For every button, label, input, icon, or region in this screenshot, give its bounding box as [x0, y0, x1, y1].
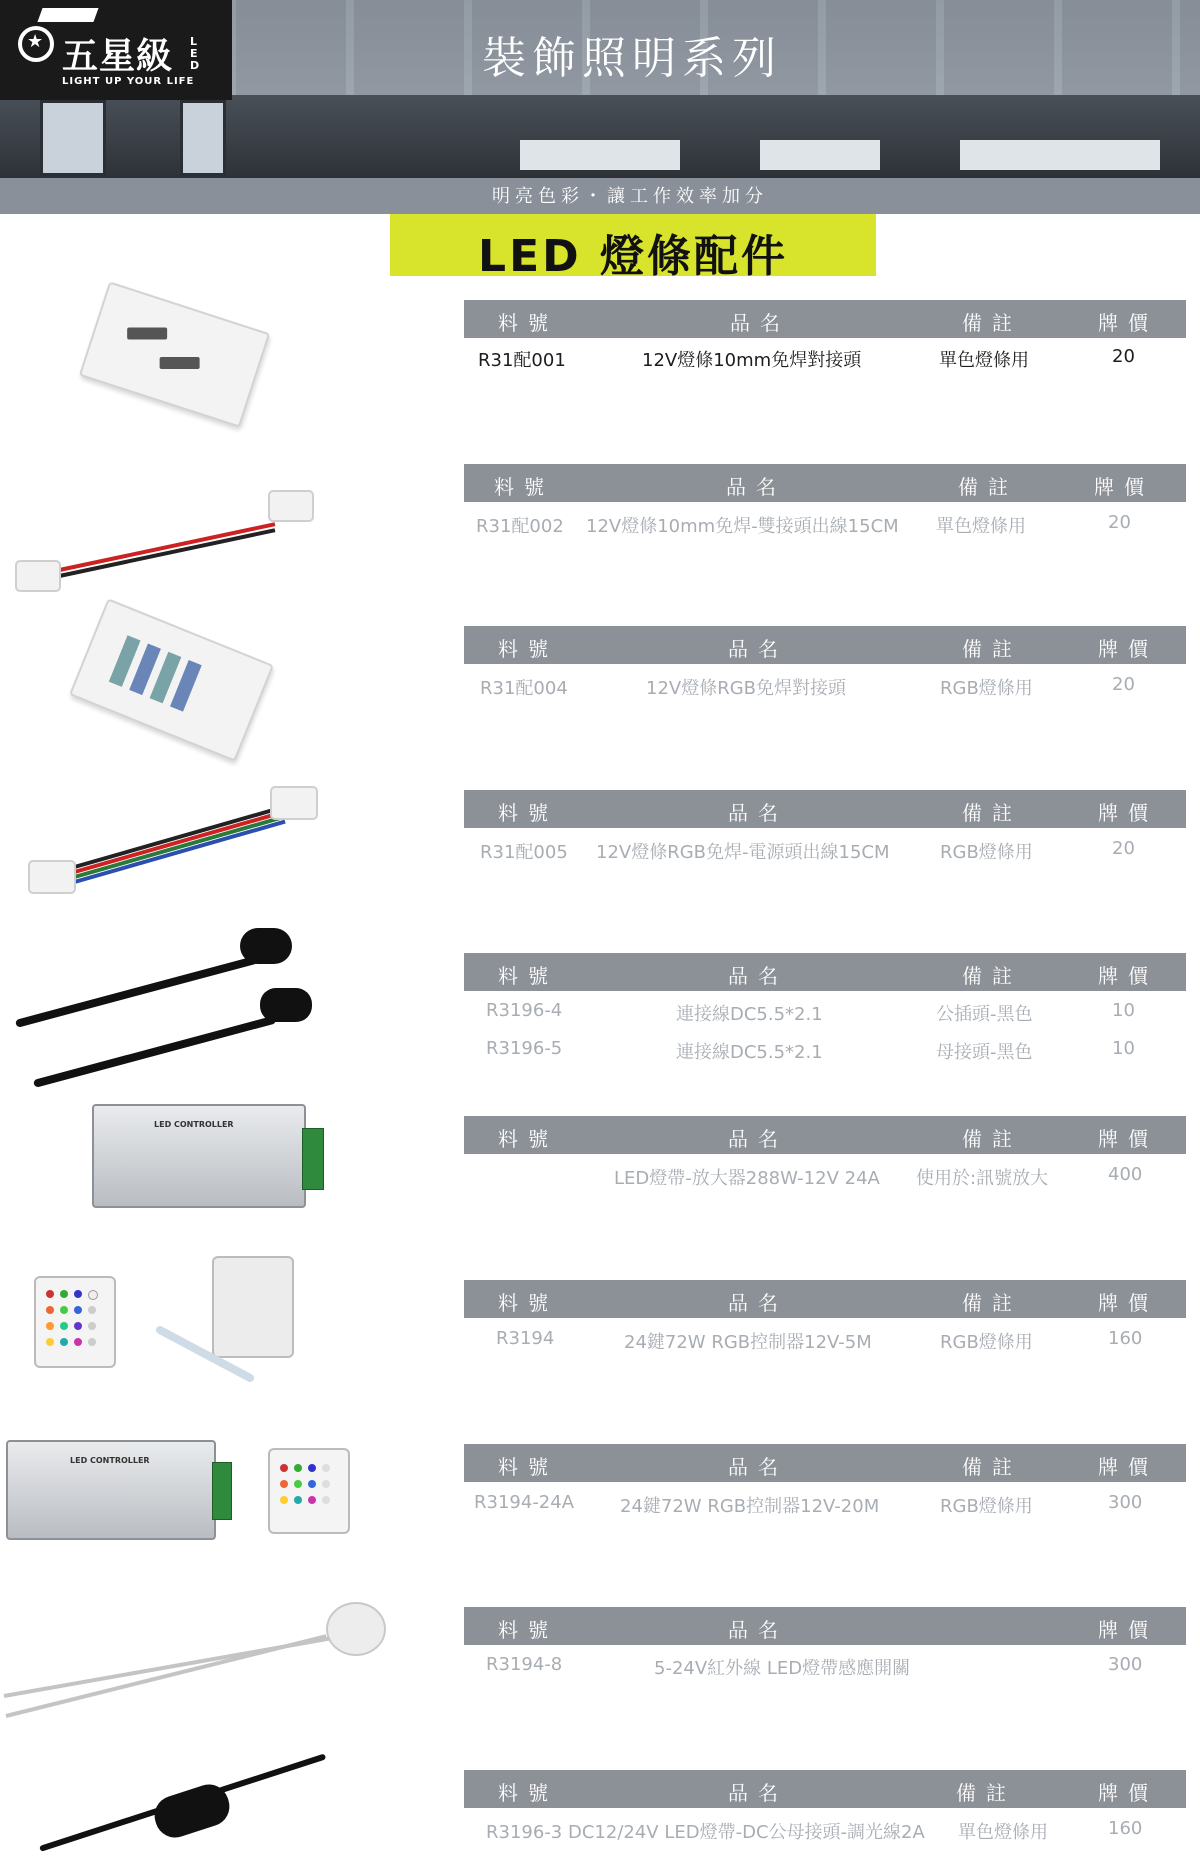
table-row: R3196-5 連接線DC5.5*2.1 母接頭-黑色 10 — [486, 1038, 1135, 1063]
table-row: R3196-3 DC12/24V LED燈帶-DC公母接頭-調光線2A 單色燈條用 160 — [486, 1818, 1143, 1843]
desk-graphic — [520, 140, 680, 170]
header-note: 備註 — [962, 311, 1022, 335]
lamp-icon — [37, 8, 98, 22]
table-header: 料號 品名 備註 牌價 — [464, 1770, 1186, 1808]
table-header: 料號 品名 備註 牌價 — [464, 790, 1186, 828]
led-controller-illustration — [92, 1104, 306, 1208]
ir-remote-illustration — [34, 1276, 116, 1368]
bulb-star-icon — [18, 26, 54, 62]
desk-graphic — [760, 140, 880, 170]
table-row — [464, 340, 1186, 376]
brand-logo — [0, 0, 232, 100]
table-row: LED燈帶-放大器288W-12V 24A 使用於:訊號放大 400 — [614, 1164, 1143, 1189]
ir-remote-illustration — [268, 1448, 350, 1534]
table-header: 料號 品名 備註 牌價 — [464, 1116, 1186, 1154]
table-row: R3194 24鍵72W RGB控制器12V-5M RGB燈條用 160 — [496, 1328, 1143, 1353]
rgb-connector-wire-illustration — [24, 782, 324, 907]
table-row: R3196-4 連接線DC5.5*2.1 公插頭-黑色 10 — [486, 1000, 1135, 1025]
brand-tagline: LIGHT UP YOUR LIFE — [62, 76, 195, 87]
dimmer-cable-illustration — [36, 1750, 346, 1870]
product-price: 20 — [1112, 346, 1135, 367]
category-title: LED 燈條配件 — [478, 231, 788, 282]
category-banner — [390, 214, 876, 282]
table-header: 料號 品名 備註 牌價 — [464, 464, 1186, 502]
table-header: 料號 品名 備註 牌價 — [464, 1280, 1186, 1318]
table-row: R31配005 12V燈條RGB免焊-電源頭出線15CM RGB燈條用 20 — [480, 838, 1135, 863]
brand-side-mark: LED — [190, 35, 200, 72]
window-graphic — [40, 100, 106, 176]
header-price: 牌價 — [1098, 311, 1158, 335]
double-connector-illustration — [10, 488, 310, 598]
led-controller-illustration — [6, 1440, 216, 1540]
table-row: R3194-8 5-24V紅外線 LED燈帶感應開關 300 — [486, 1654, 1143, 1679]
rgb-controller-illustration — [212, 1256, 294, 1358]
rgb-clip-connector-illustration — [69, 598, 274, 761]
table-header: 料號 品名 備註 牌價 — [464, 626, 1186, 664]
ir-sensor-switch-illustration — [0, 1590, 390, 1740]
product-note: 單色燈條用 — [939, 350, 1029, 371]
window-graphic — [180, 100, 226, 176]
table-header — [464, 300, 1186, 338]
table-row: R31配004 12V燈條RGB免焊對接頭 RGB燈條用 20 — [480, 674, 1135, 699]
table-header: 料號 品名 牌價 — [464, 1607, 1186, 1645]
header-name: 品名 — [730, 311, 790, 335]
table-header: 料號 品名 備註 牌價 — [464, 953, 1186, 991]
brand-name: 五星級 — [62, 36, 174, 77]
clip-connector-illustration — [79, 281, 270, 427]
dc-cables-illustration — [10, 920, 320, 1090]
product-code: R31配001 — [478, 350, 566, 371]
header-code: 料號 — [498, 311, 558, 335]
series-title: 裝飾照明系列 — [482, 33, 782, 84]
controller-label: LED CONTROLLER — [154, 1120, 234, 1129]
table-row: R3194-24A 24鍵72W RGB控制器12V-20M RGB燈條用 300 — [474, 1492, 1143, 1517]
table-header: 料號 品名 備註 牌價 — [464, 1444, 1186, 1482]
controller-label: LED CONTROLLER — [70, 1456, 150, 1465]
product-name: 12V燈條10mm免焊對接頭 — [642, 350, 862, 371]
desk-graphic — [960, 140, 1160, 170]
table-row: R31配002 12V燈條10mm免焊-雙接頭出線15CM 單色燈條用 20 — [476, 512, 1131, 537]
subtitle: 明亮色彩・讓工作效率加分 — [492, 186, 768, 207]
